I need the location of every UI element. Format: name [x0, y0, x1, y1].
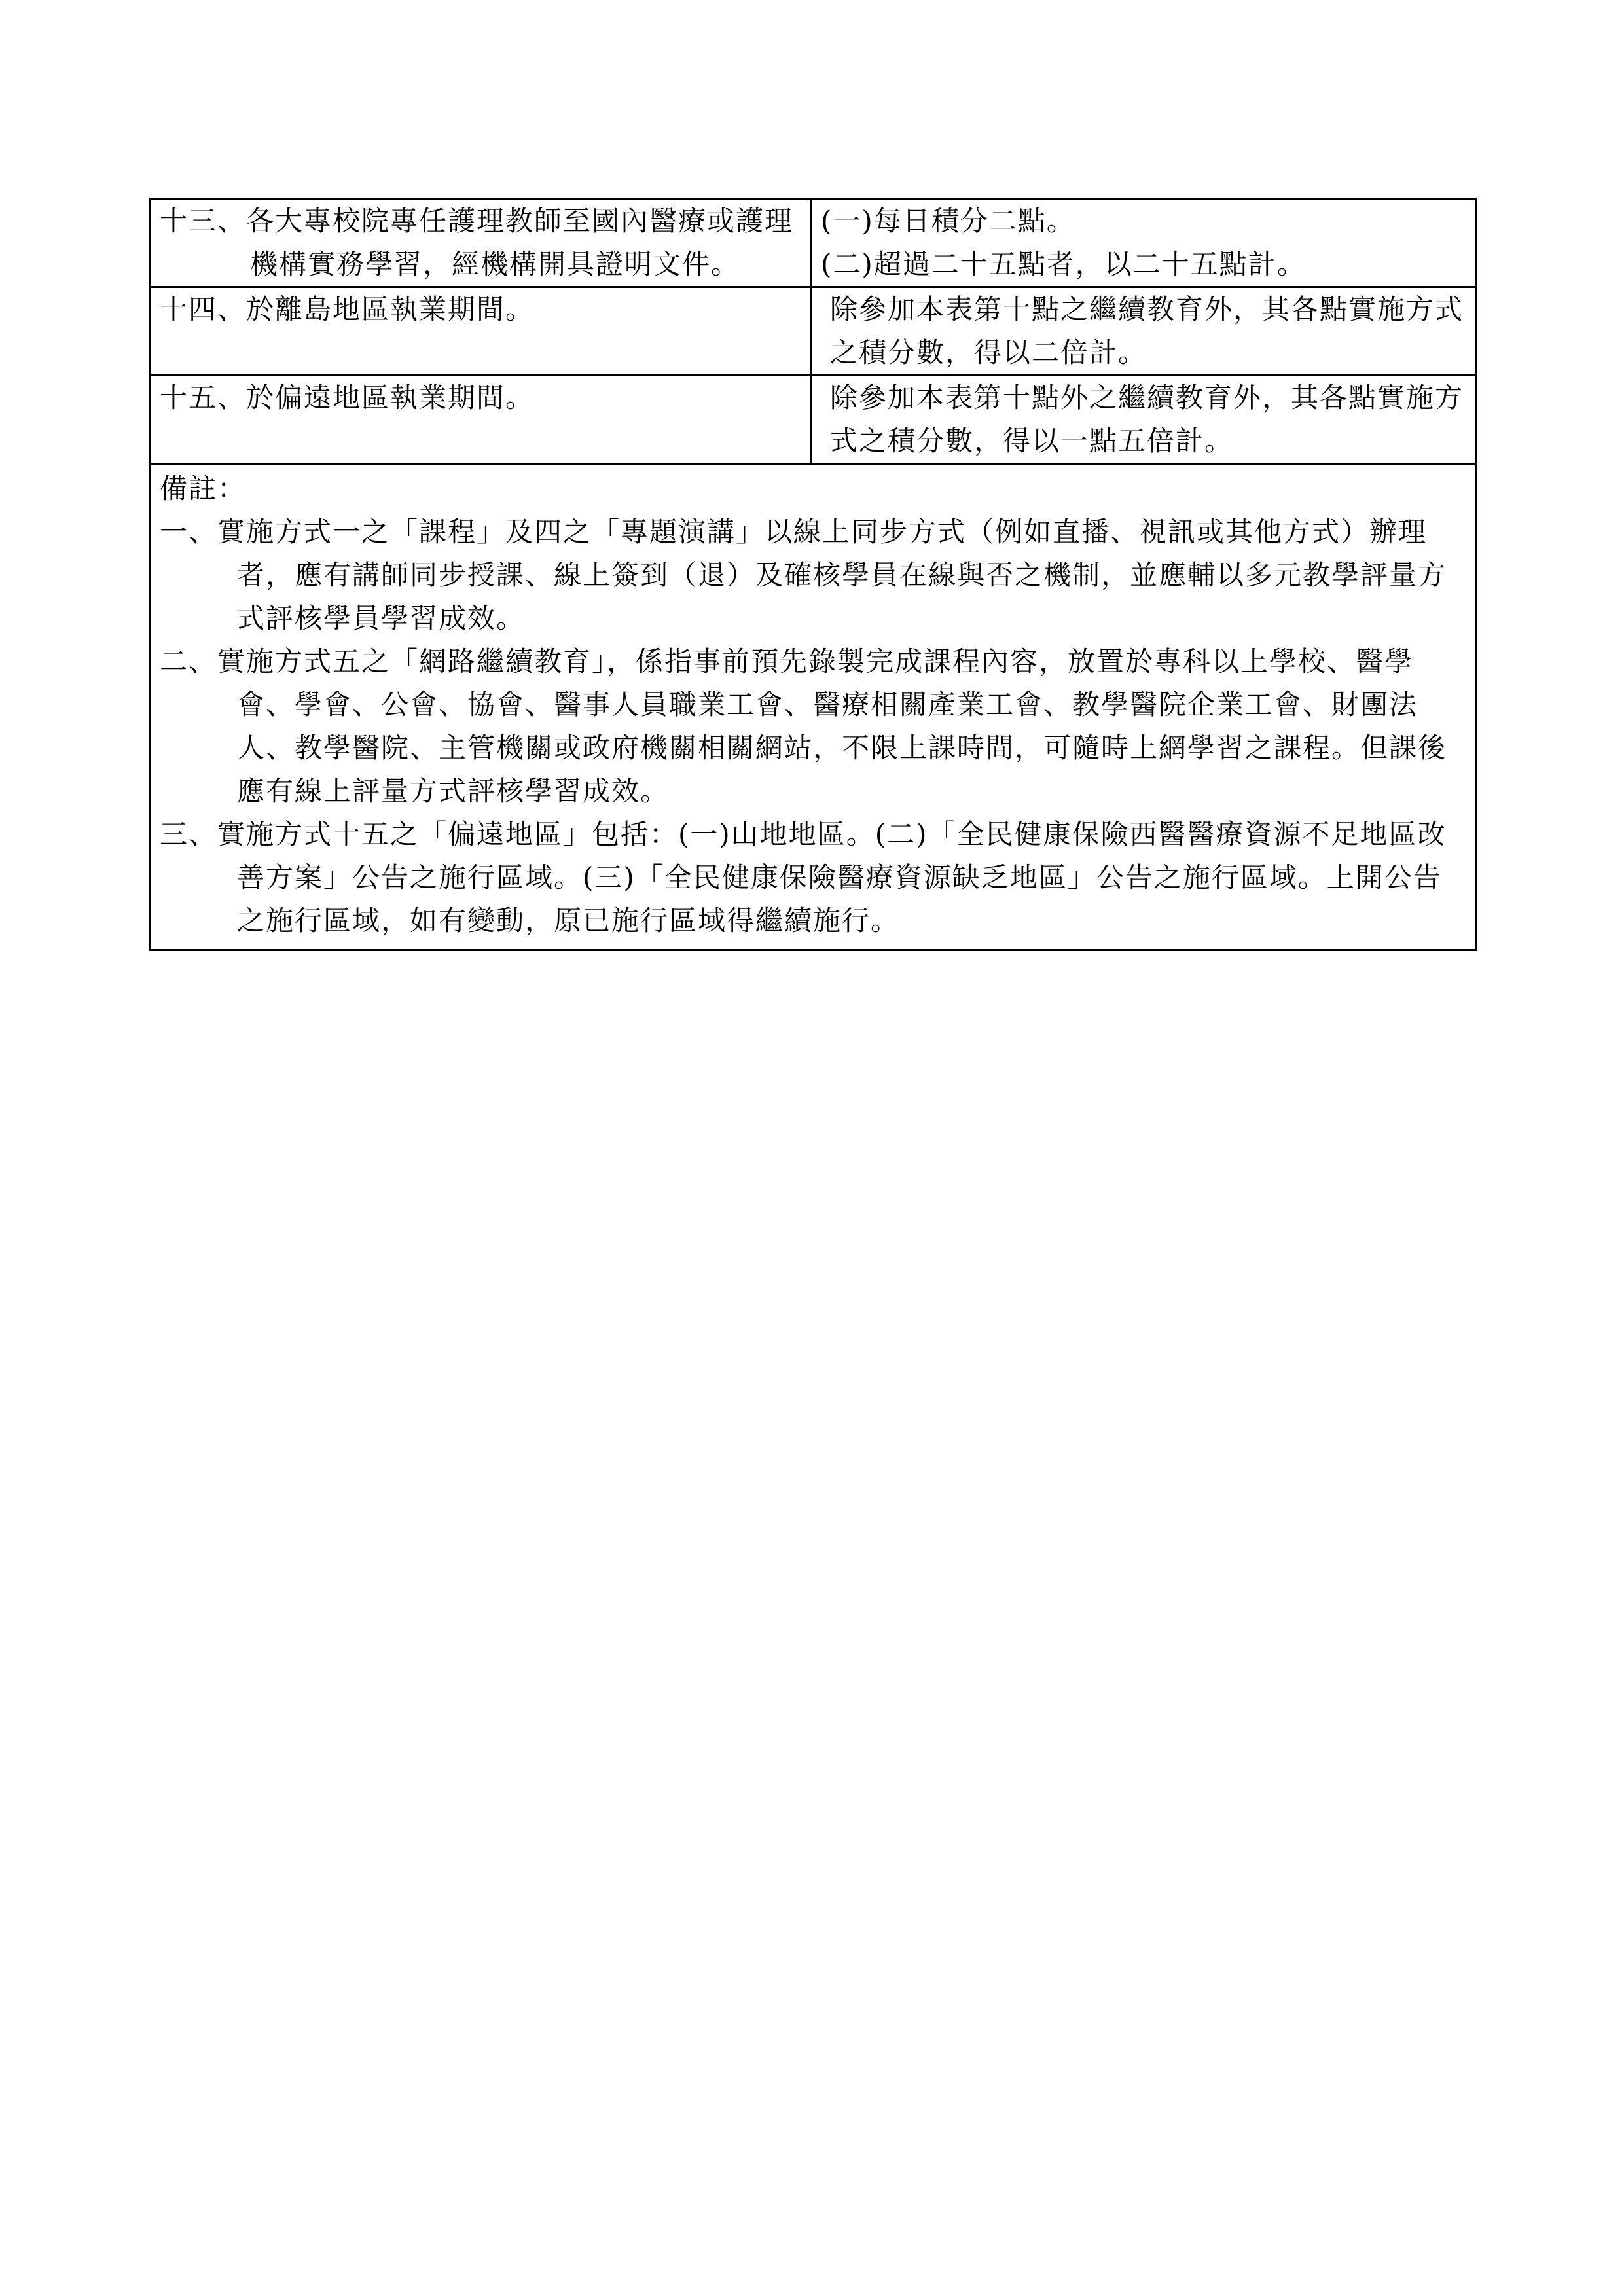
- method-cell: [811, 199, 1477, 287]
- note-item: [160, 511, 1466, 640]
- note-item: [160, 813, 1466, 942]
- method-text: 除參加本表第十點外之繼續教育外，其各點實施方式之積分數，得以一點五倍計。: [830, 382, 1464, 457]
- item-cell: [150, 199, 811, 287]
- table-row: [150, 376, 1477, 464]
- note-text: 實施方式五之「網路繼續教育」，係指事前預先錄製完成課程內容，放置於專科以上學校、醫學會、學會、公會、協會、醫事人員職業工會、醫療相關產業工會、教學醫院企業工會、財團法人、教學醫院、主管機關或政府機關相關網站，不限上課時間，可隨時上網學習之課程。但課後應有線上評量方式評核學習成效。: [217, 645, 1447, 807]
- item-cell: [150, 287, 811, 376]
- method-cell: [811, 287, 1477, 376]
- notes-row: [150, 464, 1477, 950]
- note-number: 三、: [160, 818, 218, 850]
- note-number: 一、: [160, 516, 218, 548]
- table-row: [150, 199, 1477, 287]
- notes-cell: [150, 464, 1477, 950]
- item-description: 十五、於偏遠地區執業期間。: [160, 382, 535, 414]
- note-item: [160, 640, 1466, 813]
- note-number: 二、: [160, 645, 218, 677]
- note-text: 實施方式十五之「偏遠地區」包括：(一)山地地區。(二)「全民健康保險西醫醫療資源不足地區改善方案」公告之施行區域。(三)「全民健康保險醫療資源缺乏地區」公告之施行區域。上開公告之施行區域，如有變動，原已施行區域得繼續施行。: [217, 818, 1447, 937]
- method-text: 除參加本表第十點之繼續教育外，其各點實施方式之積分數，得以二倍計。: [830, 293, 1464, 368]
- note-text: 實施方式一之「課程」及四之「專題演講」以線上同步方式（例如直播、視訊或其他方式）辦理者，應有講師同步授課、線上簽到（退）及確核學員在線與否之機制，並應輔以多元教學評量方式評核學員學習成效。: [217, 516, 1447, 634]
- method-line: (一)每日積分二點。: [821, 205, 1075, 237]
- item-description: 十四、於離島地區執業期間。: [160, 293, 535, 325]
- method-line: (二)超過二十五點者，以二十五點計。: [821, 248, 1306, 280]
- item-cell: [150, 376, 811, 464]
- notes-heading: 備註：: [160, 473, 247, 505]
- regulation-table: [149, 198, 1477, 951]
- method-cell: [811, 376, 1477, 464]
- table-row: [150, 287, 1477, 376]
- item-description: 十三、各大專校院專任護理教師至國內醫療或護理機構實務學習，經機構開具證明文件。: [160, 205, 794, 280]
